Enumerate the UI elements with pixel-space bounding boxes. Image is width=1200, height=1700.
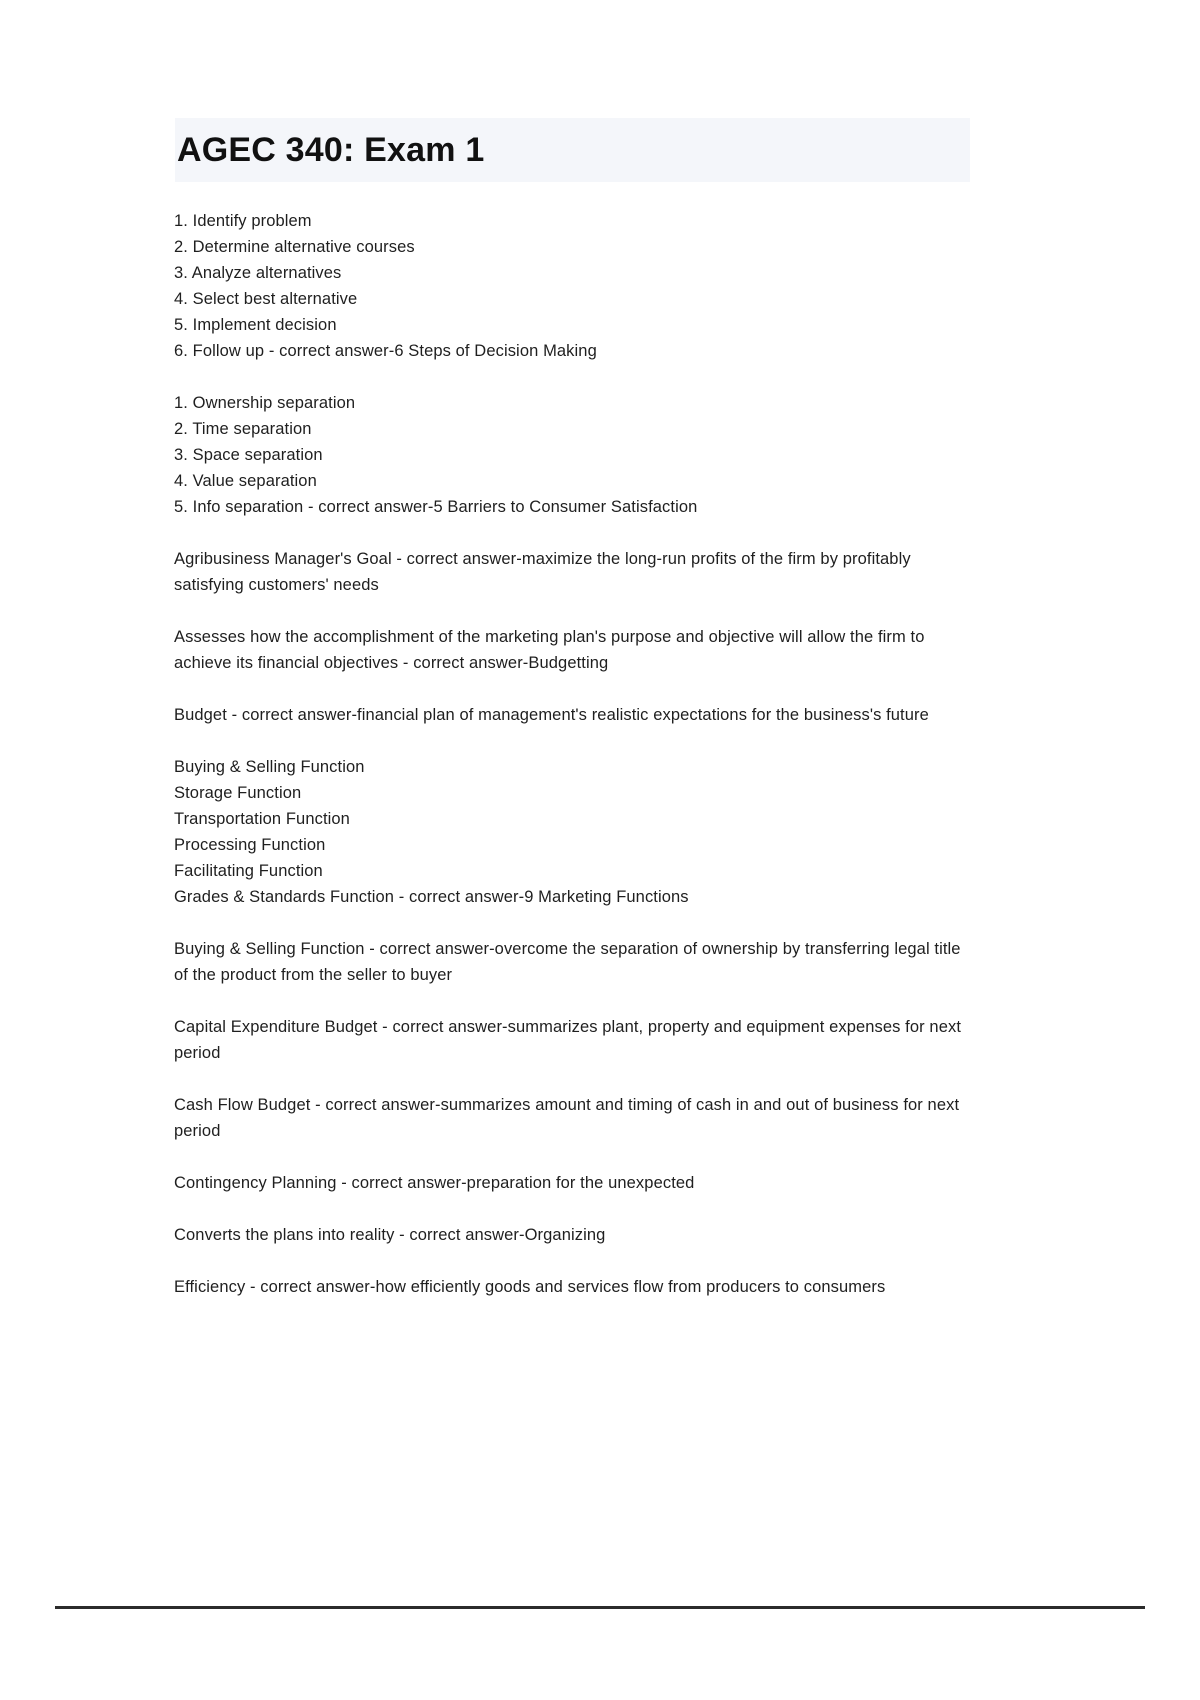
paragraph: Efficiency - correct answer-how efficiently goods and services flow from producers to consumers xyxy=(174,1278,886,1296)
list-item: 4. Value separation xyxy=(174,472,317,490)
content-block xyxy=(174,1092,964,1144)
list-item: Grades & Standards Function - correct answer-9 Marketing Functions xyxy=(174,888,689,906)
paragraph: Contingency Planning - correct answer-preparation for the unexpected xyxy=(174,1174,695,1192)
paragraph: Assesses how the accomplishment of the marketing plan's purpose and objective will allow the firm to achieve its financial objectives - correct answer-Budgetting xyxy=(174,628,925,672)
list-item: 5. Info separation - correct answer-5 Barriers to Consumer Satisfaction xyxy=(174,498,698,516)
content-block xyxy=(174,936,964,988)
list-item: 6. Follow up - correct answer-6 Steps of Decision Making xyxy=(174,342,597,360)
paragraph: Converts the plans into reality - correct answer-Organizing xyxy=(174,1226,606,1244)
content-block xyxy=(174,754,964,910)
content-block xyxy=(174,702,964,728)
list-item: Processing Function xyxy=(174,836,326,854)
list-item: Transportation Function xyxy=(174,810,350,828)
paragraph: Cash Flow Budget - correct answer-summarizes amount and timing of cash in and out of business for next period xyxy=(174,1096,960,1140)
paragraph: Buying & Selling Function - correct answer-overcome the separation of ownership by transferring legal title of the product from the seller to buyer xyxy=(174,940,961,984)
content-block xyxy=(174,1222,964,1248)
paragraph: Agribusiness Manager's Goal - correct answer-maximize the long-run profits of the firm by profitably satisfying customers' needs xyxy=(174,550,911,594)
list-item: Buying & Selling Function xyxy=(174,758,365,776)
list-item: 2. Determine alternative courses xyxy=(174,238,415,256)
list-item: 5. Implement decision xyxy=(174,316,337,334)
list-item: 1. Ownership separation xyxy=(174,394,356,412)
list-item: Storage Function xyxy=(174,784,302,802)
list-item: 1. Identify problem xyxy=(174,212,312,230)
content-block xyxy=(174,624,964,676)
document-body xyxy=(174,208,964,1300)
list-item: 2. Time separation xyxy=(174,420,312,438)
content-block xyxy=(174,546,964,598)
paragraph: Capital Expenditure Budget - correct answer-summarizes plant, property and equipment expenses for next period xyxy=(174,1018,962,1062)
page-title: AGEC 340: Exam 1 xyxy=(177,131,485,169)
content-block xyxy=(174,1170,964,1196)
list-item: 3. Analyze alternatives xyxy=(174,264,342,282)
content-block xyxy=(174,1274,964,1300)
content-block xyxy=(174,1014,964,1066)
list-item: 4. Select best alternative xyxy=(174,290,358,308)
list-item: Facilitating Function xyxy=(174,862,323,880)
page-bottom-rule xyxy=(55,1606,1145,1609)
paragraph: Budget - correct answer-financial plan of management's realistic expectations for the business's future xyxy=(174,706,929,724)
list-item: 3. Space separation xyxy=(174,446,323,464)
content-block xyxy=(174,390,964,520)
content-block xyxy=(174,208,964,364)
page-left-margin xyxy=(0,0,55,1700)
